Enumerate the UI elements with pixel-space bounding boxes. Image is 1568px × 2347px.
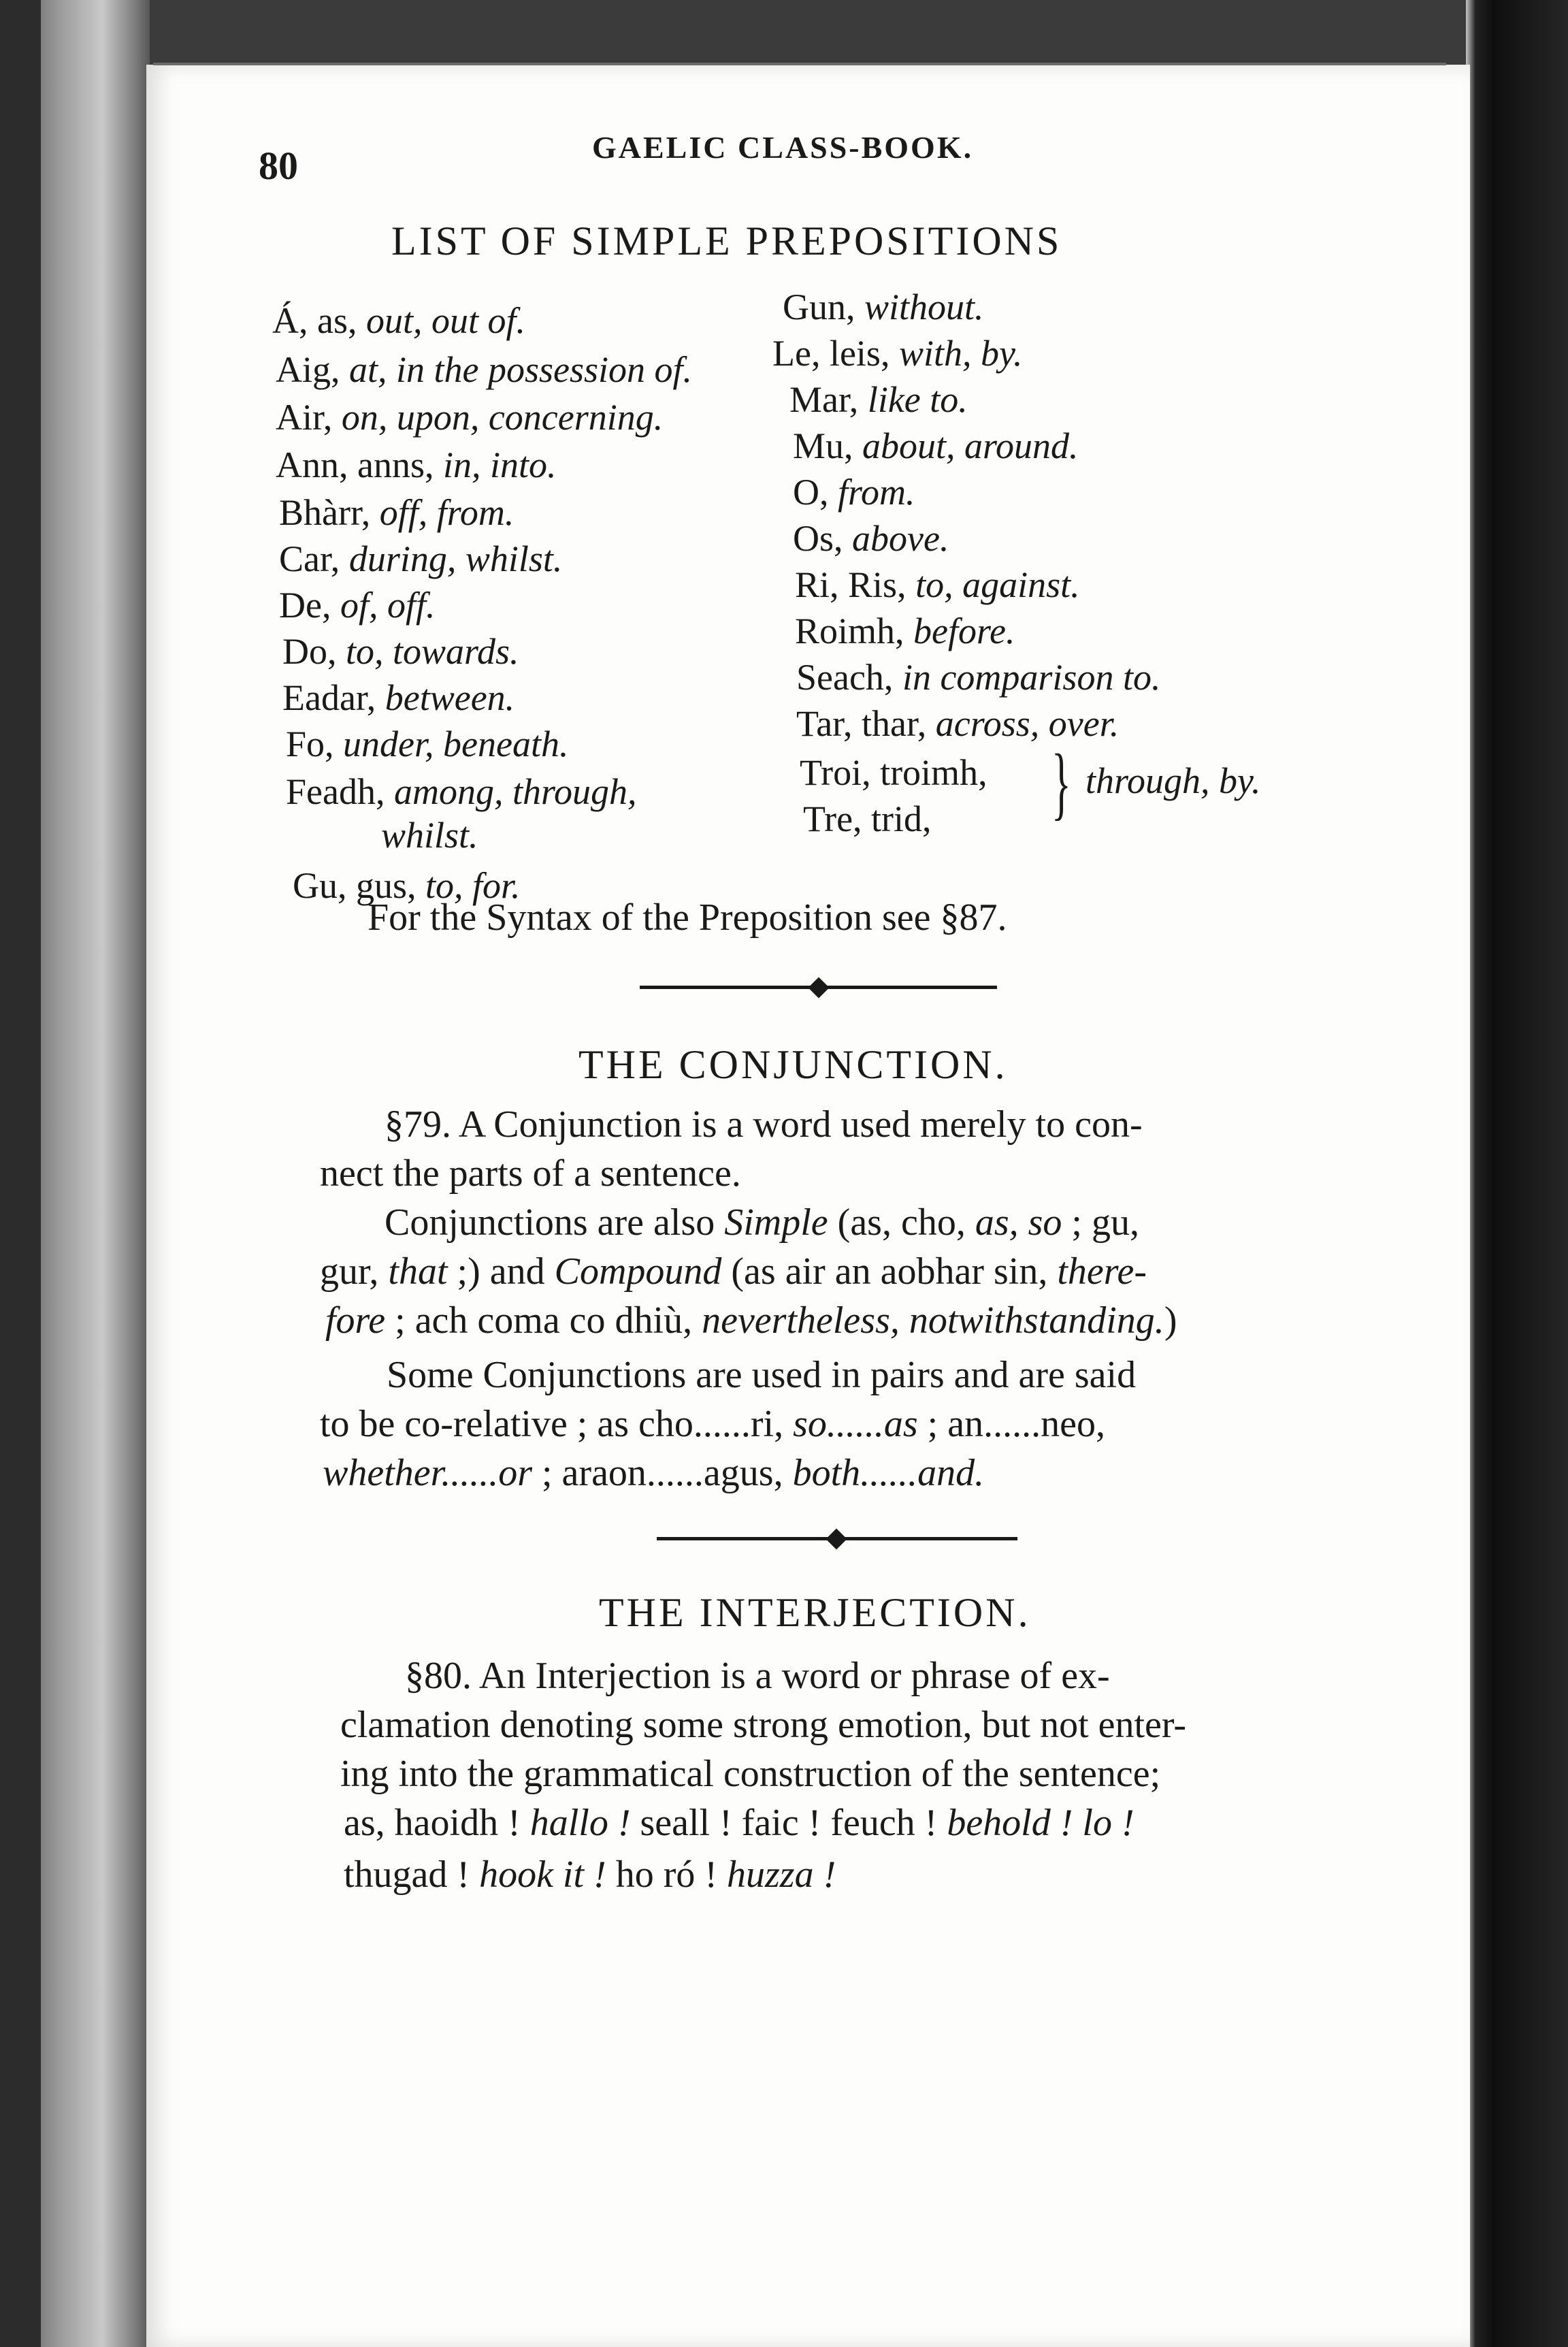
- text-line: Conjunctions are also Simple (as, cho, as, so ; gu,: [385, 1201, 1139, 1244]
- list-item: O, from.: [793, 472, 915, 513]
- list-item: Eadar, between.: [282, 677, 515, 718]
- list-item: through, by.: [1085, 760, 1261, 801]
- list-item: Le, leis, with, by.: [772, 333, 1023, 374]
- list-item: Gun, without.: [783, 287, 984, 327]
- list-item: Ann, anns, in, into.: [276, 444, 557, 485]
- text-line: fore ; ach coma co dhiù, nevertheless, notwithstanding.): [325, 1299, 1177, 1342]
- text-line: Some Conjunctions are used in pairs and are said: [387, 1354, 1137, 1396]
- list-item: Troi, troimh,: [800, 752, 987, 793]
- text-line: as, haoidh ! hallo ! seall ! faic ! feuch ! behold ! lo !: [344, 1802, 1134, 1844]
- list-item: Á, as, out, out of.: [272, 300, 525, 341]
- list-item: Feadh, among, through,: [286, 771, 637, 812]
- list-item: Mar, like to.: [789, 379, 968, 420]
- list-item: Bhàrr, off, from.: [279, 492, 514, 533]
- list-item: Fo, under, beneath.: [286, 724, 569, 764]
- syntax-note: For the Syntax of the Preposition see §87.: [368, 896, 1007, 939]
- text-line: gur, that ;) and Compound (as air an aobhar sin, there-: [320, 1250, 1147, 1293]
- list-item: Tre, trid,: [803, 798, 932, 839]
- list-item: Air, on, upon, concerning.: [276, 397, 664, 438]
- list-item: Gu, gus, to, for.: [293, 865, 521, 906]
- text-line: clamation denoting some strong emotion, but not enter-: [340, 1704, 1187, 1746]
- list-item: Car, during, whilst.: [279, 538, 563, 579]
- text-line: nect the parts of a sentence.: [320, 1152, 741, 1195]
- text-line: §80. An Interjection is a word or phrase of ex-: [405, 1655, 1110, 1697]
- text-line: thugad ! hook it ! ho ró ! huzza !: [344, 1854, 836, 1896]
- text-line: to be co-relative ; as cho......ri, so......as ; an......neo,: [320, 1403, 1105, 1445]
- interjection-heading: THE INTERJECTION.: [599, 1590, 1031, 1635]
- list-item: whilst.: [381, 815, 478, 856]
- list-item: Tar, thar, across, over.: [796, 703, 1120, 744]
- running-title: GAELIC CLASS-BOOK.: [592, 130, 974, 165]
- brace: }: [1051, 737, 1071, 828]
- list-item: Aig, at, in the possession of.: [276, 349, 693, 390]
- page-top-edge: [153, 63, 1446, 65]
- list-item: Roimh, before.: [795, 611, 1015, 651]
- text-line: ing into the grammatical construction of the sentence;: [340, 1753, 1161, 1795]
- right-page-edge: [1466, 0, 1568, 2347]
- list-item: Os, above.: [793, 518, 949, 559]
- text-line: §79. A Conjunction is a word used merely to con-: [385, 1103, 1143, 1146]
- spine-shadow: [0, 0, 41, 2347]
- list-item: Do, to, towards.: [282, 631, 519, 672]
- list-item: De, of, off.: [279, 585, 436, 626]
- conjunction-heading: THE CONJUNCTION.: [578, 1042, 1008, 1087]
- page-number: 80: [259, 144, 298, 188]
- list-item: Seach, in comparison to.: [796, 657, 1161, 698]
- list-item: Ri, Ris, to, against.: [795, 564, 1080, 605]
- list-item: Mu, about, around.: [793, 425, 1079, 466]
- text-line: whether......or ; araon......agus, both......and.: [323, 1452, 985, 1494]
- prepositions-heading: LIST OF SIMPLE PREPOSITIONS: [391, 218, 1062, 263]
